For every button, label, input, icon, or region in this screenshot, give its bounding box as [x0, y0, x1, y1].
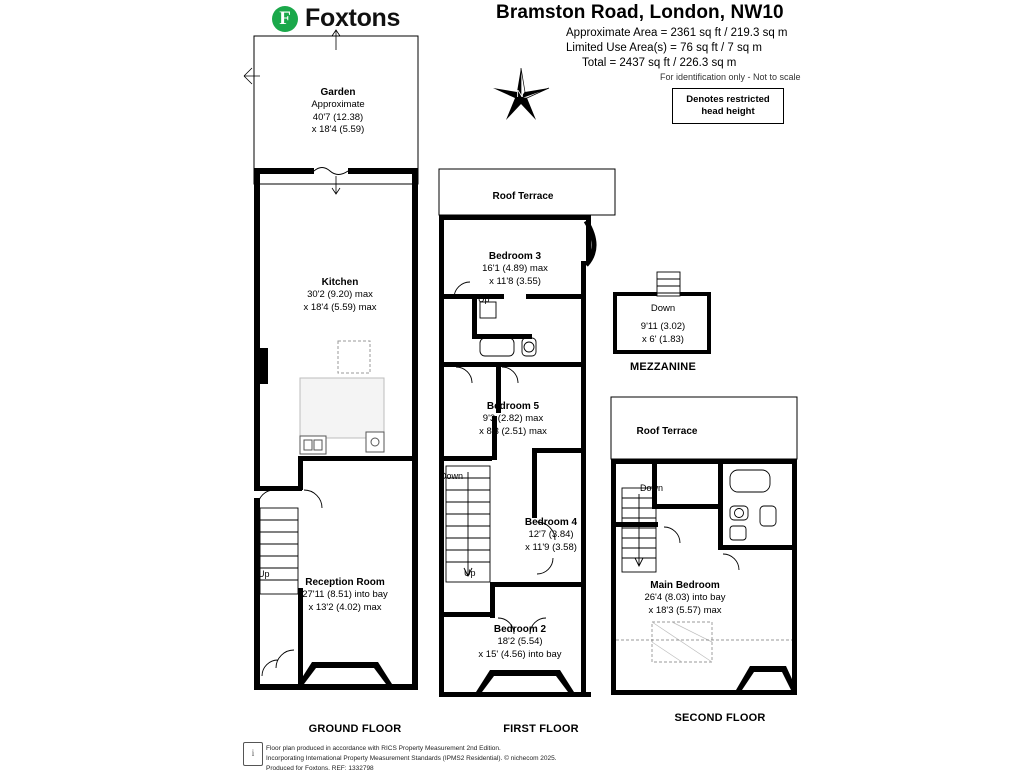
foxtons-logo-text: Foxtons — [305, 4, 400, 33]
room-label-bedroom-5: Bedroom 5 9'3 (2.82) max x 8'3 (2.51) max — [458, 400, 568, 438]
info-badge-icon: i — [243, 742, 263, 766]
footer-line-1: Floor plan produced in accordance with RICS Property Measurement 2nd Edition. — [266, 744, 626, 754]
identification-disclaimer: For identification only - Not to scale — [660, 72, 801, 82]
foxtons-logo-icon: F — [272, 6, 298, 32]
room-label-bedroom-3: Bedroom 3 16'1 (4.89) max x 11'8 (3.55) — [460, 250, 570, 288]
floor-label-ground: GROUND FLOOR — [300, 723, 410, 735]
restricted-head-height-legend — [672, 88, 784, 124]
page-title: Bramston Road, London, NW10 — [496, 2, 784, 24]
stair-label-ground-up: Up — [258, 569, 270, 581]
restricted-legend-line1: Denotes restricted — [686, 94, 769, 106]
svg-text:N: N — [516, 89, 523, 100]
approximate-area-text: Approximate Area = 2361 sq ft / 219.3 sq m — [566, 27, 788, 39]
footer-line-3: Produced for Foxtons. REF: 1332798 — [266, 764, 626, 773]
room-label-bedroom-4: Bedroom 4 12'7 (3.84) x 11'9 (3.58) — [496, 516, 606, 554]
compass-icon — [492, 68, 550, 130]
room-label-reception-room: Reception Room 27'11 (8.51) into bay x 13'2 (4.02) max — [290, 576, 400, 614]
room-label-bedroom-2: Bedroom 2 18'2 (5.54) x 15' (4.56) into bay — [456, 623, 584, 661]
mezzanine-plan — [610, 266, 715, 366]
second-floor-plan — [608, 394, 808, 706]
room-label-mezzanine-room: 9'11 (3.02) x 6' (1.83) — [618, 321, 708, 346]
stair-label-first-up-bottom: Up — [464, 568, 476, 580]
limited-use-area-text: Limited Use Area(s) = 76 sq ft / 7 sq m — [566, 42, 762, 54]
footer-line-2: Incorporating International Property Measurement Standards (IPMS2 Residential). © nichecom 2025. — [266, 754, 626, 764]
floor-label-mezzanine: MEZZANINE — [608, 361, 718, 373]
room-label-main-bedroom: Main Bedroom 26'4 (8.03) into bay x 18'3 (5.57) max — [620, 579, 750, 617]
stair-label-mezzanine-down: Down — [618, 303, 708, 316]
stair-label-second-down: Down — [640, 483, 663, 495]
room-label-garden: Garden Approximate 40'7 (12.38) x 18'4 (5.59) — [288, 86, 388, 137]
room-label-roof-terrace-second: Roof Terrace — [622, 425, 712, 438]
room-label-kitchen: Kitchen 30'2 (9.20) max x 18'4 (5.59) max — [286, 276, 394, 314]
footer-text — [266, 744, 626, 773]
floor-label-second: SECOND FLOOR — [665, 712, 775, 724]
total-area-text: Total = 2437 sq ft / 226.3 sq m — [582, 57, 736, 69]
restricted-legend-line2: head height — [686, 106, 769, 118]
floor-label-first: FIRST FLOOR — [486, 723, 596, 735]
room-label-roof-terrace-first: Roof Terrace — [478, 190, 568, 203]
stair-label-first-down: Down — [440, 471, 463, 483]
stair-label-first-up-top: Up — [478, 294, 490, 306]
